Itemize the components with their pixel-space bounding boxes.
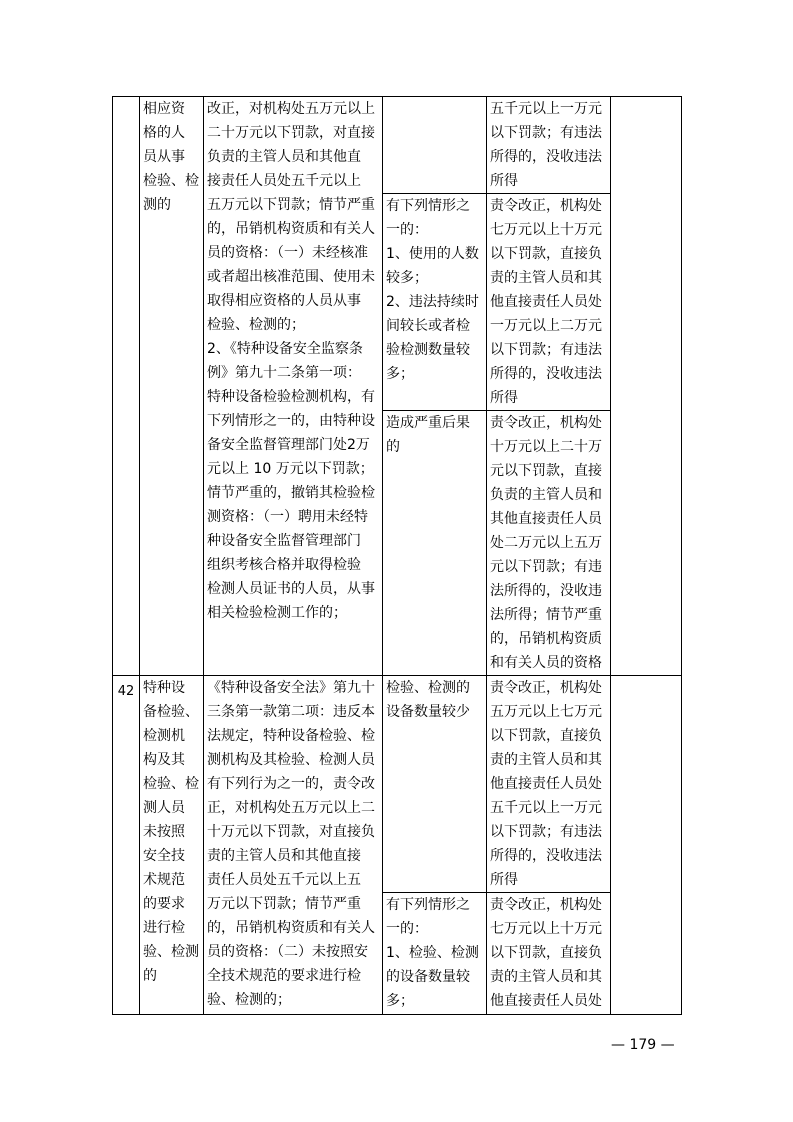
penalty-text: 责令改正，机构处 七万元以上十万元 以下罚款，直接负 责的主管人员和其 他直接责任人员处 一万元以上二万元 以下罚款；有违法 所得的，没收违法 所得 — [490, 198, 602, 406]
penalty-cell — [487, 97, 611, 194]
penalty-cell — [487, 194, 611, 411]
situation-cell — [383, 893, 487, 1015]
violation-item-text: 特种设 备检验、 检测机 构及其 检验、检 测人员 未按照 安全技 术规范 的要求 进行检 验、检测 的 — [143, 680, 199, 984]
remarks-cell — [611, 97, 682, 676]
penalty-text: 责令改正，机构处 七万元以上十万元 以下罚款，直接负 责的主管人员和其 他直接责任人员处 — [490, 897, 602, 1009]
legal-basis-text: 改正，对机构处五万元以上 二十万元以下罚款，对直接 负责的主管人员和其他直 接责任人员处五千元以上 五万元以下罚款；情节严重 的，吊销机构资质和有关人 员的资格：（一）未经核准 或者超出核准范围、使用未 取得相应资格的人员从事 检验、检测的； 2、《特种设备安全监察条 例》第九十二条第一项： 特种设备检验检测机构，有 下列情形之一的，由特种设 备安全监督管理部门处2万 元以上 10 万元以下罚款； 情节严重的，撤销其检验检 测资格：（一）聘用未经特 种设备安全监督管理部门 组织考核合格并取得检验 检测人员证书的人员，从事 相关检验检测工作的； — [207, 101, 375, 621]
penalty-cell — [487, 411, 611, 676]
row-number — [113, 97, 140, 676]
violation-item-cell — [140, 676, 204, 1015]
penalty-cell — [487, 893, 611, 1015]
violation-item-cell — [140, 97, 204, 676]
legal-basis-cell — [204, 97, 383, 676]
situation-cell — [383, 194, 487, 411]
table-row — [113, 676, 682, 893]
penalty-text: 责令改正，机构处 十万元以上二十万 元以下罚款，直接 负责的主管人员和 其他直接责任人员 处二万元以上五万 元以下罚款；有违 法所得的，没收违 法所得；情节严重 的，吊销机构资质 和有关人员的资格 — [490, 415, 602, 671]
situation-cell — [383, 676, 487, 893]
page-number: — 179 — — [611, 1037, 675, 1053]
situation-text: 有下列情形之 一的： 1、检验、检测 的设备数量较 多； — [386, 897, 479, 1009]
situation-text: 检验、检测的 设备数量较少 — [386, 680, 470, 720]
remarks-cell — [611, 676, 682, 1015]
situation-cell — [383, 97, 487, 194]
situation-cell — [383, 411, 487, 676]
table-row — [113, 97, 682, 194]
situation-text: 有下列情形之 一的： 1、使用的人数 较多； 2、违法持续时 间较长或者检 验检测数量较 多； — [386, 198, 479, 382]
violation-item-text: 相应资 格的人 员从事 检验、检 测的 — [143, 101, 199, 213]
penalty-cell — [487, 676, 611, 893]
situation-text: 造成严重后果 的 — [386, 415, 470, 455]
penalty-table — [112, 96, 682, 1015]
penalty-text: 责令改正，机构处 五万元以上七万元 以下罚款，直接负 责的主管人员和其 他直接责任人员处 五千元以上一万元 以下罚款；有违法 所得的，没收违法 所得 — [490, 680, 602, 888]
legal-basis-cell — [204, 676, 383, 1015]
penalty-text: 五千元以上一万元 以下罚款；有违法 所得的，没收违法 所得 — [490, 101, 602, 189]
row-number: 42 — [113, 676, 140, 1015]
legal-basis-text: 《特种设备安全法》第九十 三条第一款第二项：违反本 法规定，特种设备检验、检 测机构及其检验、检测人员 有下列行为之一的，责令改 正，对机构处五万元以上二 十万元以下罚款，对直接负 责的主管人员和其他直接 责任人员处五千元以上五 万元以下罚款；情节严重 的，吊销机构资质和有关人 员的资格：（二）未按照安 全技术规范的要求进行检 验、检测的； — [207, 680, 375, 1008]
